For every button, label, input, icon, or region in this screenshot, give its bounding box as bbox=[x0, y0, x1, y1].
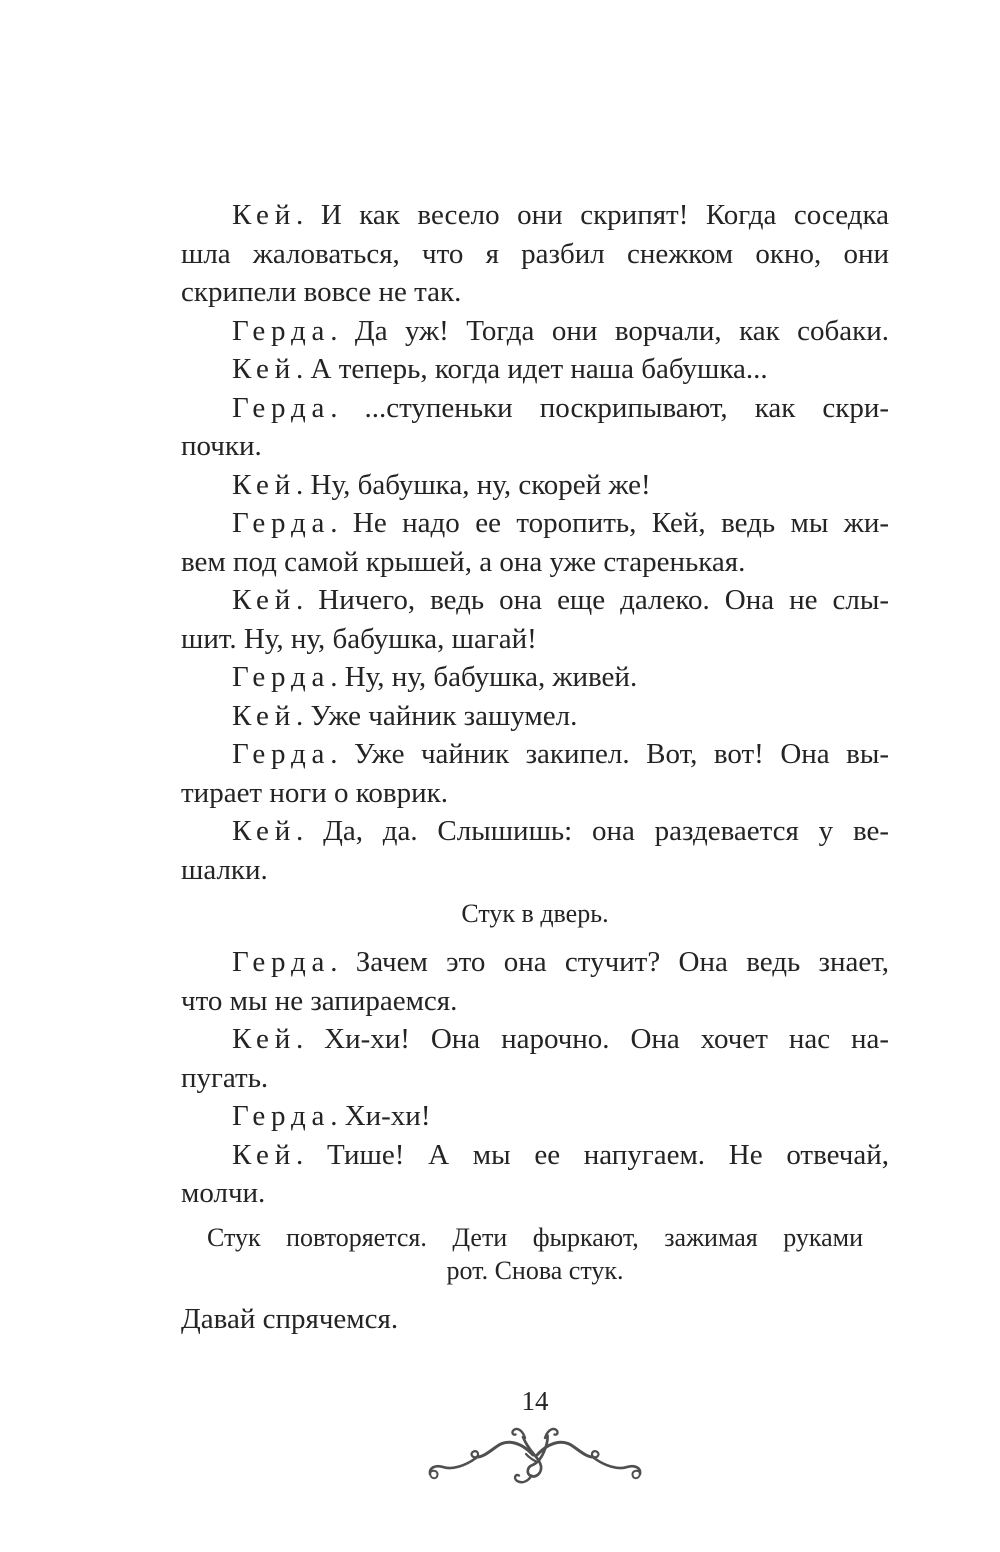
speaker-name: Герда bbox=[232, 946, 331, 978]
line-text: Тише! А мы ее напугаем. Не отвечай, bbox=[327, 1138, 890, 1171]
dialogue-line bbox=[181, 235, 889, 274]
line-text: И как весело они скрипят! Когда соседка bbox=[320, 199, 889, 231]
line-text: Уже чайник закипел. Вот, вот! Она вы- bbox=[353, 738, 889, 770]
speaker-name: Герда bbox=[232, 507, 331, 539]
speaker-name: Герда bbox=[232, 1100, 331, 1132]
line-text: Не надо ее торопить, Кей, ведь мы жи- bbox=[352, 507, 890, 539]
line-text: Да уж! Тогда они ворчали, как собаки. bbox=[354, 314, 889, 347]
line-text: Зачем это она стучит? Она ведь знает, bbox=[355, 946, 889, 978]
stage-direction-line bbox=[181, 1254, 889, 1287]
ribbon-flourish-icon bbox=[423, 1424, 647, 1486]
dialogue-line: Герда. Не надо ее торопить, Кей, ведь мы жи- bbox=[232, 507, 890, 539]
dialogue-line bbox=[181, 273, 889, 312]
speaker-name: Герда bbox=[232, 314, 331, 347]
line-text: почки. bbox=[181, 430, 262, 462]
dialogue-line bbox=[181, 1300, 889, 1339]
dialogue-line: Герда. Ну, ну, бабушка, живей. bbox=[232, 661, 638, 693]
dialogue-line: Герда. ...ступеньки поскрипывают, как скри- bbox=[232, 391, 890, 424]
line-text: что мы не запираемся. bbox=[181, 984, 458, 1017]
line-text: А теперь, когда идет наша бабушка... bbox=[310, 353, 768, 385]
line-text: шалки. bbox=[181, 853, 268, 886]
dialogue-line: Герда. Хи-хи! bbox=[232, 1100, 431, 1132]
line-text: рот. Снова стук. bbox=[446, 1255, 624, 1285]
speaker-name: Кей bbox=[232, 199, 297, 231]
line-text: Да, да. Слышишь: она раздевается у ве- bbox=[323, 815, 889, 847]
dialogue-line: Кей. Уже чайник зашумел. bbox=[232, 699, 578, 732]
speaker-name: Кей bbox=[232, 1023, 297, 1055]
speaker-name: Кей bbox=[232, 815, 297, 847]
text-block bbox=[181, 196, 889, 1338]
dialogue-line bbox=[181, 543, 889, 582]
stage-direction-line bbox=[181, 1221, 889, 1254]
dialogue-line: Кей. И как весело они скрипят! Когда соседка bbox=[232, 199, 889, 231]
dialogue-line: Кей. А теперь, когда идет наша бабушка... bbox=[232, 353, 768, 385]
speaker-name: Кей bbox=[232, 584, 297, 616]
line-text: Давай спрячемся. bbox=[181, 1302, 399, 1335]
dialogue-line: Кей. Тише! А мы ее напугаем. Не отвечай, bbox=[232, 1138, 890, 1171]
dialogue-line: Кей. Да, да. Слышишь: она раздевается у ве- bbox=[232, 815, 889, 847]
line-text: шит. Ну, ну, бабушка, шагай! bbox=[181, 622, 537, 655]
line-text: Хи-хи! Она нарочно. Она хочет нас на- bbox=[324, 1023, 890, 1055]
speaker-name: Кей bbox=[232, 699, 297, 732]
line-text: пугать. bbox=[181, 1061, 269, 1094]
page-number: 14 bbox=[521, 1386, 549, 1416]
speaker-name: Герда bbox=[232, 391, 331, 424]
dialogue-line bbox=[181, 774, 889, 813]
line-text: тирает ноги о коврик. bbox=[181, 776, 448, 809]
dialogue-line: Герда. Да уж! Тогда они ворчали, как собаки. bbox=[232, 314, 889, 347]
speaker-name: Герда bbox=[232, 661, 331, 693]
line-text: вем под самой крышей, а она уже старенькая. bbox=[181, 545, 746, 578]
dialogue-line: Герда. Уже чайник закипел. Вот, вот! Она вы- bbox=[232, 738, 889, 770]
line-text: Хи-хи! bbox=[344, 1100, 431, 1132]
speaker-name: Герда bbox=[232, 738, 331, 770]
line-text: ...ступеньки поскрипывают, как скри- bbox=[364, 391, 890, 424]
line-text: Стук в дверь. bbox=[461, 899, 609, 928]
speaker-name: Кей bbox=[232, 1138, 297, 1171]
line-text: Ничего, ведь она еще далеко. Она не слы- bbox=[318, 584, 889, 616]
dialogue-line bbox=[181, 1059, 889, 1098]
dialogue-line bbox=[181, 620, 889, 659]
speaker-name: Кей bbox=[232, 353, 297, 385]
dialogue-line: Кей. Ну, бабушка, ну, скорей же! bbox=[232, 468, 651, 501]
dialogue-line bbox=[181, 1174, 889, 1213]
line-text: Ну, ну, бабушка, живей. bbox=[344, 661, 638, 693]
line-text: скрипели вовсе не так. bbox=[181, 276, 462, 308]
dialogue-line bbox=[181, 427, 889, 466]
line-text: Уже чайник зашумел. bbox=[310, 699, 578, 732]
line-text: шла жаловаться, что я разбил снежком окно, они bbox=[181, 237, 889, 270]
dialogue-line: Герда. Зачем это она стучит? Она ведь знает, bbox=[232, 946, 889, 978]
line-text: Стук повторяется. Дети фыркают, зажимая руками bbox=[207, 1222, 863, 1252]
line-text: молчи. bbox=[181, 1177, 266, 1209]
dialogue-line bbox=[181, 851, 889, 890]
line-text: Ну, бабушка, ну, скорей же! bbox=[310, 468, 651, 501]
stage-direction-line bbox=[181, 897, 889, 930]
dialogue-line: Кей. Ничего, ведь она еще далеко. Она не слы- bbox=[232, 584, 889, 616]
dialogue-line: Кей. Хи-хи! Она нарочно. Она хочет нас на- bbox=[232, 1023, 890, 1055]
dialogue-line bbox=[181, 982, 889, 1021]
speaker-name: Кей bbox=[232, 468, 297, 501]
